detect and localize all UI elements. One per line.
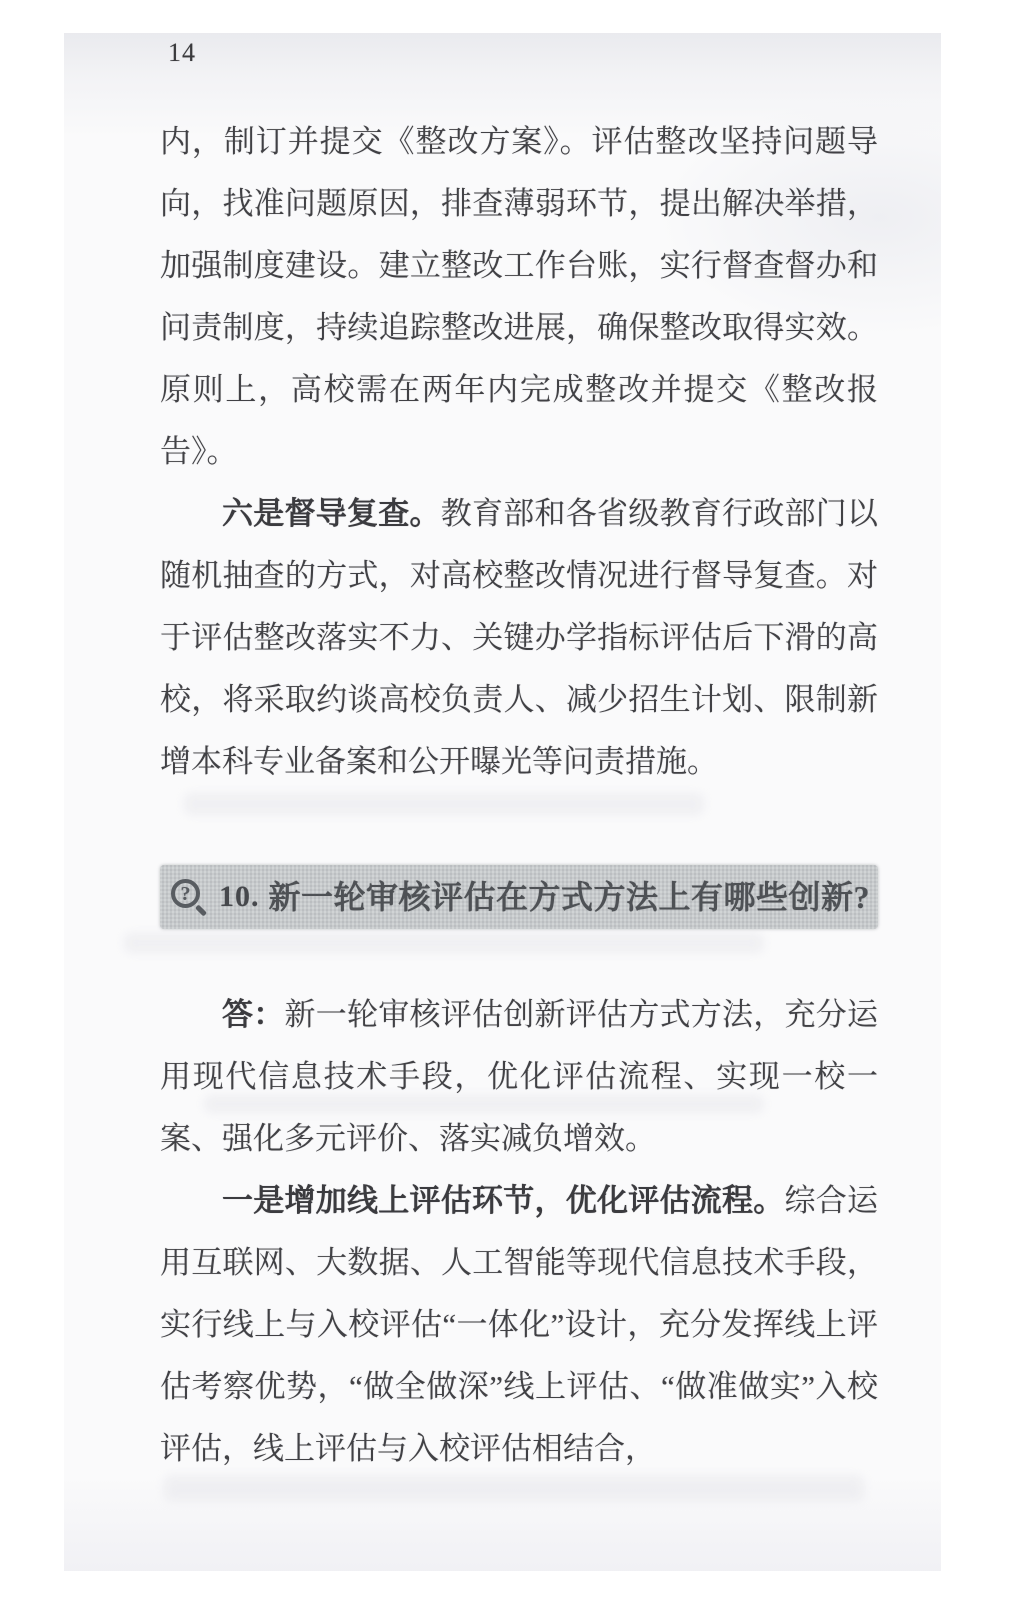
paragraph-answer (160, 984, 878, 1170)
paragraph-remediation (160, 111, 878, 483)
magnifier-question-icon (170, 877, 210, 917)
paragraph-six-review (160, 483, 878, 793)
paragraph-text: 内，制订并提交《整改方案》。评估整改坚持问题导向，找准问题原因，排查薄弱环节，提出解决举措，加强制度建设。建立整改工作台账，实行督查督办和问责制度，持续追踪整改进展，确保整改取得实效。原则上，高校需在两年内完成整改并提交《整改报告》。 (160, 124, 878, 469)
text-column (160, 111, 878, 1480)
paragraph-text: 新一轮审核评估创新评估方式方法，充分运用现代信息技术手段，优化评估流程、实现一校一案、强化多元评价、落实减负增效。 (160, 997, 878, 1156)
page-number: 14 (168, 38, 196, 67)
question-number: 10. (219, 880, 260, 913)
scanned-page (64, 33, 941, 1571)
paragraph-lead: 一是增加线上评估环节，优化评估流程。 (222, 1183, 785, 1218)
paragraph-lead: 答： (222, 997, 285, 1032)
magnifier-lens (171, 879, 200, 908)
question-text: 新一轮审核评估在方式方法上有哪些创新? (268, 879, 871, 915)
paragraph-text: 综合运用互联网、大数据、人工智能等现代信息技术手段，实行线上与入校评估“一体化”设计，充分发挥线上评估考察优势，“做全做深”线上评估、“做准做实”入校评估，线上评估与入校评估相结合， (160, 1183, 878, 1466)
paragraph-point-one (160, 1170, 878, 1480)
paragraph-text: 教育部和各省级教育行政部门以随机抽查的方式，对高校整改情况进行督导复查。对于评估整改落实不力、关键办学指标评估后下滑的高校，将采取约谈高校负责人、减少招生计划、限制新增本科专业备案和公开曝光等问责措施。 (160, 496, 878, 779)
question-mark-glyph: ? (180, 882, 191, 905)
question-band (160, 865, 878, 929)
paragraph-lead: 六是督导复查。 (222, 496, 441, 531)
